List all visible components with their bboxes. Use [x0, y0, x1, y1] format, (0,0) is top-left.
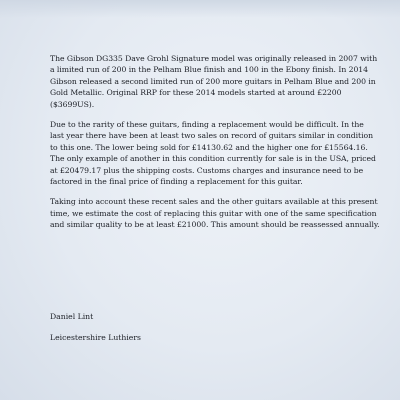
- letter-body: [50, 53, 380, 240]
- signature-block: [50, 311, 141, 353]
- paragraph-history: The Gibson DG335 Dave Grohl Signature model was originally released in 2007 with a limited run of 200 in the Pelham Blue finish and 100 in the Ebony finish. In 2014 Gibson released a second limited run of 200 more guitars in Pelham Blue and 200 in Gold Metallic. Original RRP for these 2014 models started at around £2200 ($3699US).: [50, 54, 378, 109]
- signatory-name: Daniel Lint: [50, 312, 94, 321]
- paragraph-rarity: Due to the rarity of these guitars, finding a replacement would be difficult. In the last year there have been at least two sales on record of guitars similar in condition to this one. The lower being sold for £14130.62 and the higher one for £15564.16. The only example of another in this condition currently for sale is in the USA, priced at £20479.17 plus the shipping costs. Customs charges and insurance need to be factored in the final price of finding a replacement for this guitar.: [50, 120, 376, 187]
- signatory-company: Leicestershire Luthiers: [50, 333, 141, 342]
- paragraph-estimate: Taking into account these recent sales and the other guitars available at this present time, we estimate the cost of replacing this guitar with one of the same specification and similar quality to be at least £21000. This amount should be reassessed annually.: [50, 197, 380, 230]
